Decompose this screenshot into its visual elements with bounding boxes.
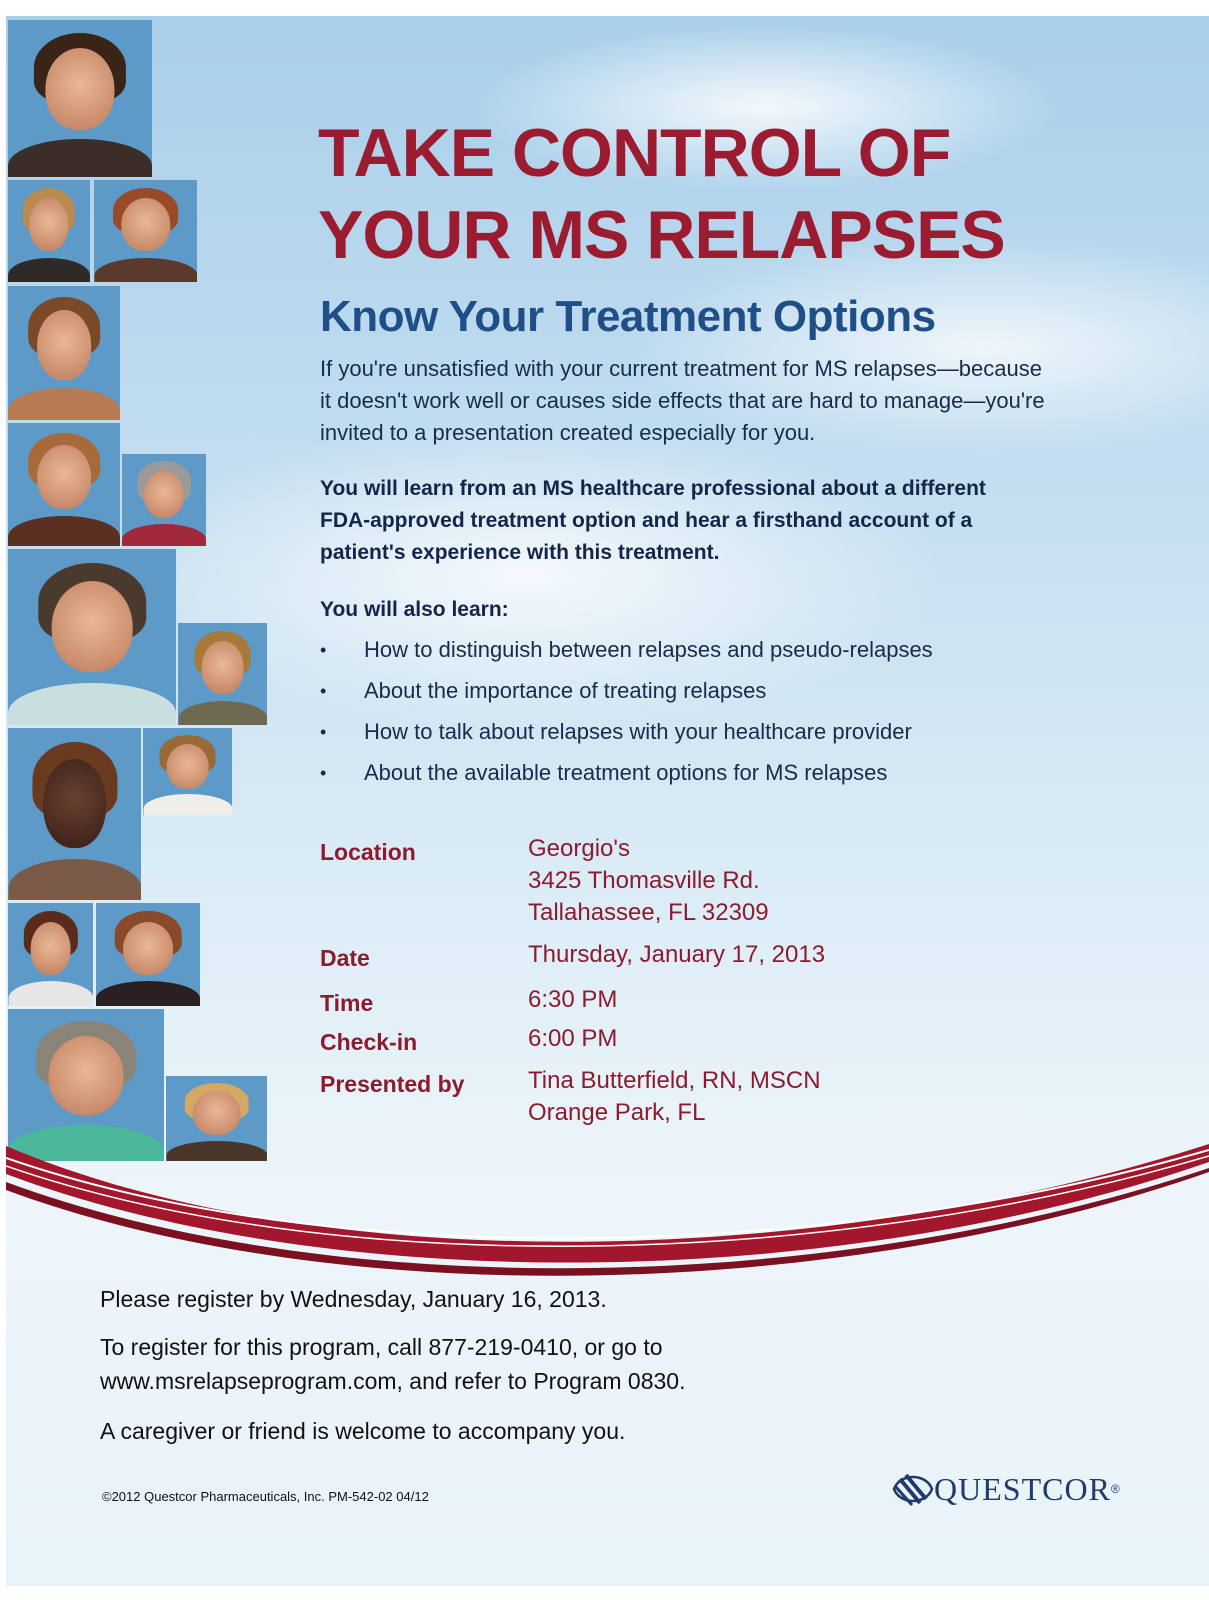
- also-learn-heading: You will also learn:: [320, 598, 509, 621]
- portrait-photo-12: [96, 903, 200, 1006]
- register-instructions: [100, 1330, 685, 1398]
- bullet-icon: •: [320, 640, 327, 660]
- portrait-photo-11: [8, 903, 93, 1006]
- list-item-text: How to talk about relapses with your healthcare provider: [364, 719, 912, 744]
- copyright-text: ©2012 Questcor Pharmaceuticals, Inc. PM-542-02 04/12: [102, 1489, 429, 1504]
- list-item: [320, 675, 933, 716]
- list-item: [320, 716, 933, 757]
- bullet-icon: •: [320, 681, 327, 701]
- checkin-label: Check-in: [320, 1029, 418, 1055]
- presenter-value: [528, 1065, 821, 1129]
- page-subtitle: Know Your Treatment Options: [320, 292, 936, 341]
- portrait-photo-6: [122, 454, 206, 546]
- location-street: 3425 Thomasville Rd.: [528, 867, 760, 894]
- portrait-photo-4: [8, 286, 120, 420]
- learn-line-1: You will learn from an MS healthcare professional about a different: [320, 477, 986, 500]
- list-item: [320, 757, 933, 798]
- location-name: Georgio's: [528, 835, 630, 862]
- page-title: [318, 112, 1005, 276]
- portrait-photo-7: [8, 549, 176, 725]
- presenter-name: Tina Butterfield, RN, MSCN: [528, 1067, 821, 1094]
- title-line-2: YOUR MS RELAPSES: [318, 197, 1005, 273]
- intro-line-1: If you're unsatisfied with your current treatment for MS relapses—because: [320, 356, 1042, 381]
- date-value: Thursday, January 17, 2013: [528, 941, 826, 968]
- intro-line-3: invited to a presentation created especially for you.: [320, 420, 816, 445]
- portrait-photo-10: [143, 728, 232, 815]
- title-line-1: TAKE CONTROL OF: [318, 115, 951, 191]
- decorative-wave: [6, 1144, 1209, 1284]
- list-item-text: About the available treatment options for MS relapses: [364, 760, 888, 785]
- questcor-logo-icon: [892, 1469, 934, 1509]
- also-learn-list: [320, 634, 933, 798]
- portrait-photo-5: [8, 423, 120, 546]
- register-line-1: To register for this program, call 877-219-0410, or go to: [100, 1334, 663, 1360]
- list-item: [320, 634, 933, 675]
- date-label: Date: [320, 945, 370, 971]
- presenter-label: Presented by: [320, 1071, 465, 1097]
- flyer-page: [6, 16, 1209, 1586]
- time-label: Time: [320, 990, 374, 1016]
- intro-line-2: it doesn't work well or causes side effects that are hard to manage—you're: [320, 388, 1045, 413]
- learn-paragraph: [320, 473, 1080, 569]
- portrait-photo-1: [8, 20, 152, 177]
- learn-line-3: patient's experience with this treatment.: [320, 541, 720, 564]
- bullet-icon: •: [320, 763, 327, 783]
- registered-mark: ®: [1110, 1482, 1120, 1496]
- portrait-photo-9: [8, 728, 141, 900]
- location-value: [528, 833, 769, 929]
- register-deadline: Please register by Wednesday, January 16, 2013.: [100, 1286, 607, 1312]
- time-value: 6:30 PM: [528, 986, 618, 1013]
- list-item-text: How to distinguish between relapses and pseudo-relapses: [364, 637, 933, 662]
- register-line-2: www.msrelapseprogram.com, and refer to Program 0830.: [100, 1368, 686, 1394]
- learn-line-2: FDA-approved treatment option and hear a firsthand account of a: [320, 509, 973, 532]
- portrait-photo-2: [8, 180, 90, 282]
- bullet-icon: •: [320, 722, 327, 742]
- location-city: Tallahassee, FL 32309: [528, 899, 769, 926]
- portrait-photo-8: [178, 623, 267, 725]
- portrait-photo-13: [8, 1009, 164, 1161]
- location-label: Location: [320, 839, 416, 865]
- logo-wordmark: QUESTCOR: [934, 1470, 1111, 1507]
- questcor-logo: [892, 1468, 1120, 1510]
- presenter-city: Orange Park, FL: [528, 1099, 706, 1126]
- portrait-photo-3: [94, 180, 197, 282]
- list-item-text: About the importance of treating relapses: [364, 678, 767, 703]
- caregiver-note: A caregiver or friend is welcome to accompany you.: [100, 1418, 626, 1444]
- checkin-value: 6:00 PM: [528, 1025, 618, 1052]
- intro-paragraph: [320, 353, 1080, 449]
